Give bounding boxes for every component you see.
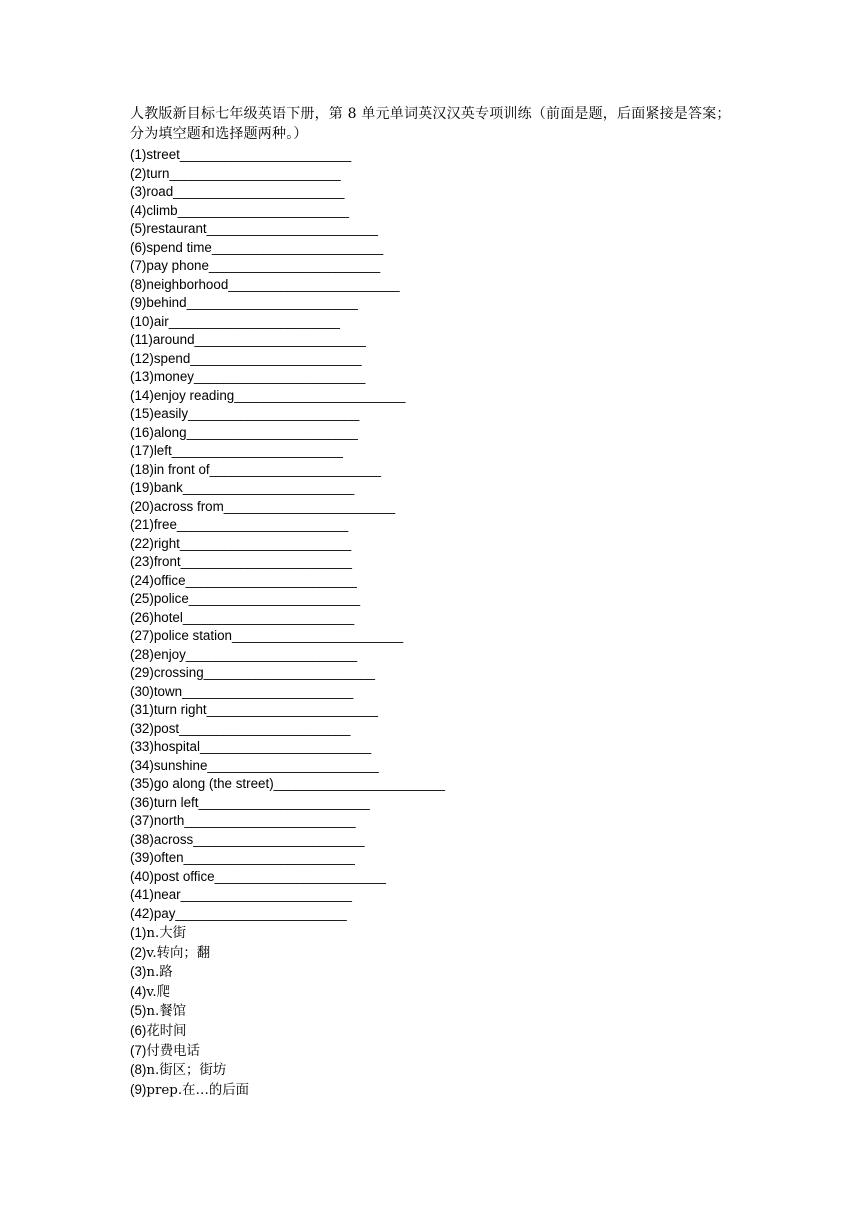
question-item: (23)front_______________________: [130, 554, 352, 569]
question-item: (13)money_______________________: [130, 369, 366, 384]
question-item: (8)neighborhood_______________________: [130, 276, 400, 292]
answer-number: (5): [130, 1003, 147, 1019]
question-item: (40)post office_______________________: [130, 868, 386, 884]
question-item: (38)across_______________________: [130, 831, 365, 847]
answer-item: [130, 1001, 742, 1021]
answer-item: [130, 1021, 742, 1041]
answer-item: [130, 982, 742, 1002]
question-item: (16)along_______________________: [130, 424, 358, 440]
question-item: (10)air_______________________: [130, 313, 340, 329]
answer-item: [130, 943, 742, 963]
answer-text: v.爬: [146, 984, 170, 1000]
answer-number: (1): [130, 925, 147, 940]
question-item: (1)street_______________________: [130, 147, 352, 162]
answer-number: (8): [130, 1062, 147, 1078]
question-item: (19)bank_______________________: [130, 480, 355, 495]
question-item: (33)hospital_______________________: [130, 739, 372, 754]
question-item: (17)left_______________________: [130, 443, 343, 458]
question-item: (41)near_______________________: [130, 887, 352, 902]
question-item: (4)climb_______________________: [130, 202, 349, 218]
question-item: (5)restaurant_______________________: [130, 221, 378, 236]
answer-text: 付费电话: [146, 1043, 200, 1059]
answer-text: n.大街: [146, 926, 187, 941]
question-item: (18)in front of_______________________: [130, 461, 381, 477]
answer-number: (9): [130, 1081, 147, 1097]
answer-text: n.餐馆: [146, 1004, 187, 1020]
question-item: (2)turn_______________________: [130, 165, 341, 181]
answer-item: [130, 1080, 742, 1100]
answer-list: [130, 923, 742, 1099]
answer-number: (7): [130, 1042, 147, 1058]
question-item: (39)often_______________________: [130, 850, 355, 865]
question-item: (22)right_______________________: [130, 535, 352, 551]
question-item: (11)around_______________________: [130, 332, 366, 347]
question-item: (32)post_______________________: [130, 720, 351, 736]
answer-text: v.转向；翻: [146, 945, 211, 961]
question-item: (28)enjoy_______________________: [130, 646, 358, 662]
question-list: [130, 146, 742, 923]
answer-number: (6): [130, 1022, 147, 1038]
question-item: (30)town_______________________: [130, 683, 354, 699]
question-item: (12)spend_______________________: [130, 350, 362, 366]
question-item: (27)police station_______________________: [130, 628, 404, 643]
question-item: (25)police_______________________: [130, 591, 361, 606]
question-item: (15)easily_______________________: [130, 406, 360, 421]
answer-text: 花时间: [146, 1023, 187, 1039]
answer-item: [130, 923, 742, 943]
question-item: (29)crossing_______________________: [130, 665, 375, 680]
question-item: (9)behind_______________________: [130, 295, 358, 310]
answer-number: (3): [130, 964, 147, 980]
question-item: (20)across from_______________________: [130, 498, 396, 514]
answer-text: n.街区；街坊: [146, 1063, 227, 1079]
question-item: (7)pay phone_______________________: [130, 258, 381, 273]
question-item: (42)pay_______________________: [130, 905, 347, 921]
question-item: (14)enjoy reading_______________________: [130, 387, 406, 403]
document-title: 人教版新目标七年级英语下册，第 8 单元单词英汉汉英专项训练（前面是题，后面紧接是答案；分为填空题和选择题两种。）: [130, 106, 731, 142]
document-content: [130, 104, 742, 1099]
question-item: (35)go along (the street)_______________________: [130, 776, 445, 791]
answer-item: [130, 1041, 742, 1061]
question-item: (6)spend time_______________________: [130, 239, 384, 255]
question-item: (3)road_______________________: [130, 184, 345, 199]
answer-item: [130, 1060, 742, 1080]
question-item: (36)turn left_______________________: [130, 794, 370, 810]
question-item: (31)turn right_______________________: [130, 702, 378, 717]
question-item: (21)free_______________________: [130, 517, 349, 532]
question-item: (37)north_______________________: [130, 813, 356, 828]
question-item: (34)sunshine_______________________: [130, 757, 379, 773]
answer-item: [130, 962, 742, 982]
answer-number: (2): [130, 944, 147, 960]
answer-text: prep.在…的后面: [146, 1082, 250, 1098]
question-item: (26)hotel_______________________: [130, 609, 355, 625]
question-item: (24)office_______________________: [130, 572, 357, 588]
answer-text: n.路: [146, 965, 173, 981]
answer-number: (4): [130, 983, 147, 999]
